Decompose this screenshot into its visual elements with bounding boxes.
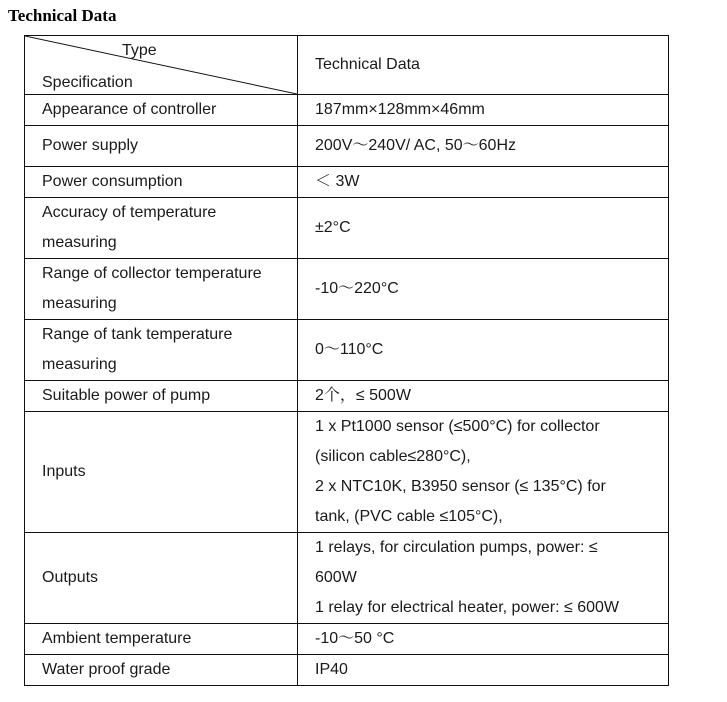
header-diagonal-cell: [25, 36, 298, 95]
row-value-line: 600W: [315, 569, 357, 586]
row-label-line: Range of collector temperature: [42, 265, 262, 282]
row-label: Outputs: [25, 533, 298, 624]
row-label: Ambient temperature: [25, 624, 298, 655]
table-row: [25, 95, 669, 126]
technical-data-table: [24, 35, 669, 686]
row-value-line: tank, (PVC cable ≤105°C),: [315, 508, 503, 525]
table-row: [25, 259, 669, 320]
row-value: 187mm×128mm×46mm: [298, 95, 669, 126]
table-row: [25, 198, 669, 259]
row-label: Power consumption: [25, 167, 298, 198]
table-row: [25, 126, 669, 167]
row-label: Appearance of controller: [25, 95, 298, 126]
row-label: [25, 320, 298, 381]
row-value: -10～50 °C: [298, 624, 669, 655]
row-label: Inputs: [25, 412, 298, 533]
row-label-line: Range of tank temperature: [42, 326, 233, 343]
header-specification-label: Specification: [42, 74, 133, 91]
page-title: Technical Data: [8, 6, 117, 25]
header-type-label: Type: [122, 42, 157, 59]
row-value: [298, 412, 669, 533]
row-label: Suitable power of pump: [25, 381, 298, 412]
table-row: [25, 533, 669, 624]
row-value-line: 1 relay for electrical heater, power: ≤ 600W: [315, 599, 620, 616]
table-row: [25, 381, 669, 412]
header-technical-data-label: Technical Data: [298, 36, 669, 95]
row-label: [25, 259, 298, 320]
table-row: [25, 167, 669, 198]
row-value: 0～110°C: [298, 320, 669, 381]
row-value: -10～220°C: [298, 259, 669, 320]
row-value: IP40: [298, 655, 669, 686]
row-value: ±2°C: [298, 198, 669, 259]
row-value: [298, 533, 669, 624]
row-value-line: 1 x Pt1000 sensor (≤500°C) for collector: [315, 418, 600, 435]
row-value: 200V～240V/ AC, 50～60Hz: [298, 126, 669, 167]
row-label: Power supply: [25, 126, 298, 167]
row-label: Water proof grade: [25, 655, 298, 686]
row-value-line: (silicon cable≤280°C),: [315, 448, 471, 465]
row-value-line: 2 x NTC10K, B3950 sensor (≤ 135°C) for: [315, 478, 606, 495]
row-label-line: measuring: [42, 295, 117, 312]
row-value: ＜ 3W: [298, 167, 669, 198]
table-row: [25, 320, 669, 381]
table-header-row: [25, 36, 669, 95]
row-label-line: measuring: [42, 234, 117, 251]
row-label-line: measuring: [42, 356, 117, 373]
row-label: [25, 198, 298, 259]
table-row: [25, 655, 669, 686]
table-row: [25, 624, 669, 655]
row-value-line: 1 relays, for circulation pumps, power: ≤: [315, 539, 598, 556]
table-row: [25, 412, 669, 533]
row-label-line: Accuracy of temperature: [42, 204, 217, 221]
row-value: 2个，≤ 500W: [298, 381, 669, 412]
